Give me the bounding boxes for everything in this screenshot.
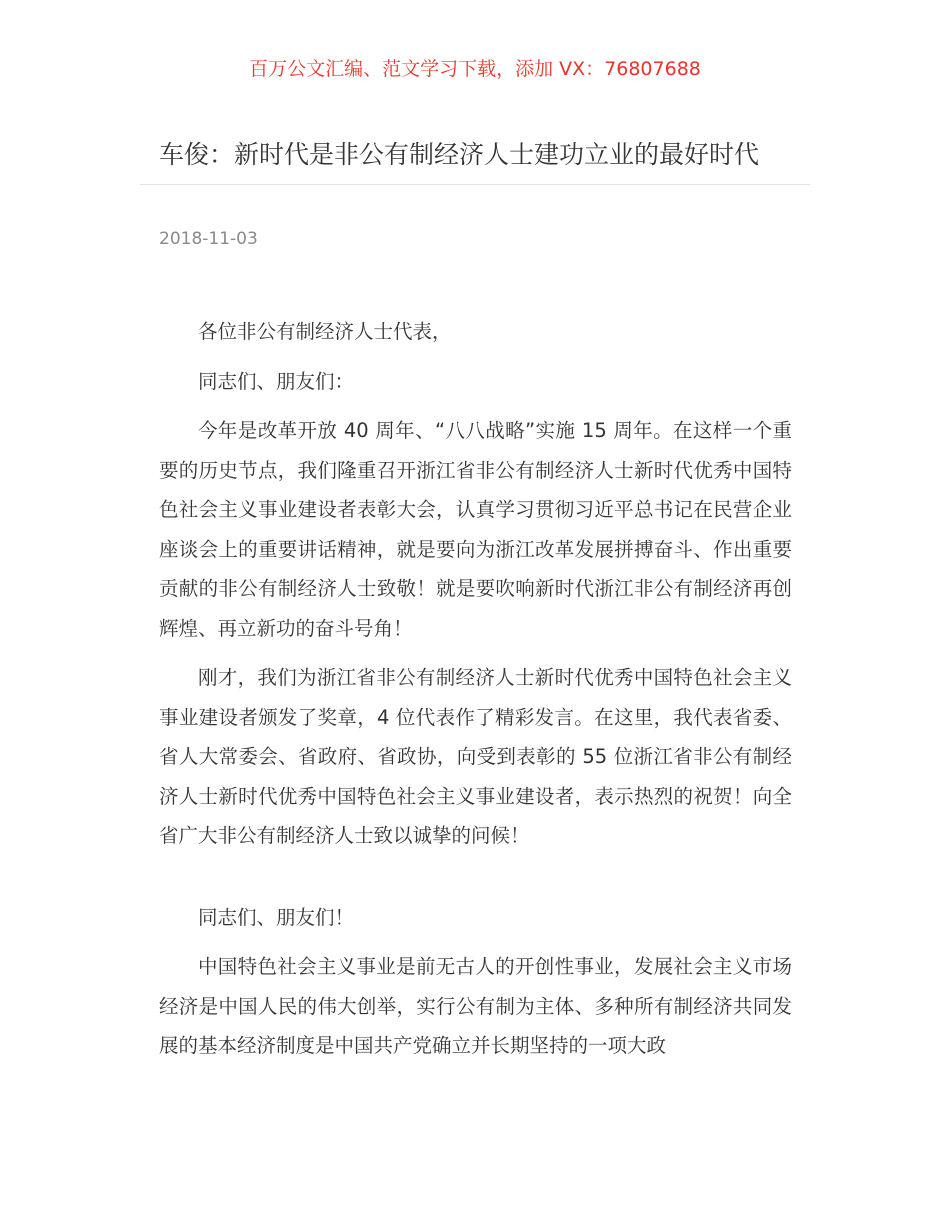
body-paragraph: 刚才，我们为浙江省非公有制经济人士新时代优秀中国特色社会主义事业建设者颁发了奖章，4 位代表作了精彩发言。在这里，我代表省委、省人大常委会、省政府、省政协，向受到表彰的 55 位浙江省非公有制经济人士新时代优秀中国特色社会主义事业建设者，表示热烈的祝贺！向全省广大非公有制经济人士致以诚挚的问候！ <box>159 666 792 847</box>
article-body <box>159 312 792 1076</box>
publish-date: 2018-11-03 <box>159 229 258 249</box>
page-title: 车俊：新时代是非公有制经济人士建功立业的最好时代 <box>159 140 760 169</box>
watermark-banner: 百万公文汇编、范文学习下载，添加 VX：76807688 <box>249 58 701 80</box>
greeting-paragraph: 同志们、朋友们： <box>198 369 355 393</box>
greeting-paragraph: 同志们、朋友们！ <box>198 905 355 929</box>
body-paragraph: 中国特色社会主义事业是前无古人的开创性事业，发展社会主义市场经济是中国人民的伟大创举，实行公有制为主体、多种所有制经济共同发展的基本经济制度是中国共产党确立并长期坚持的一项大政 <box>159 955 792 1057</box>
salutation-paragraph: 各位非公有制经济人士代表， <box>198 320 452 343</box>
title-divider <box>140 184 810 185</box>
body-paragraph: 今年是改革开放 40 周年、“八八战略”实施 15 周年。在这样一个重要的历史节点，我们隆重召开浙江省非公有制经济人士新时代优秀中国特色社会主义事业建设者表彰大会，认真学习贯彻习近平总书记在民营企业座谈会上的重要讲话精神，就是要向为浙江改革发展拼搏奋斗、作出重要贡献的非公有制经济人士致敬！就是要吹响新时代浙江非公有制经济再创辉煌、再立新功的奋斗号角！ <box>159 419 792 640</box>
